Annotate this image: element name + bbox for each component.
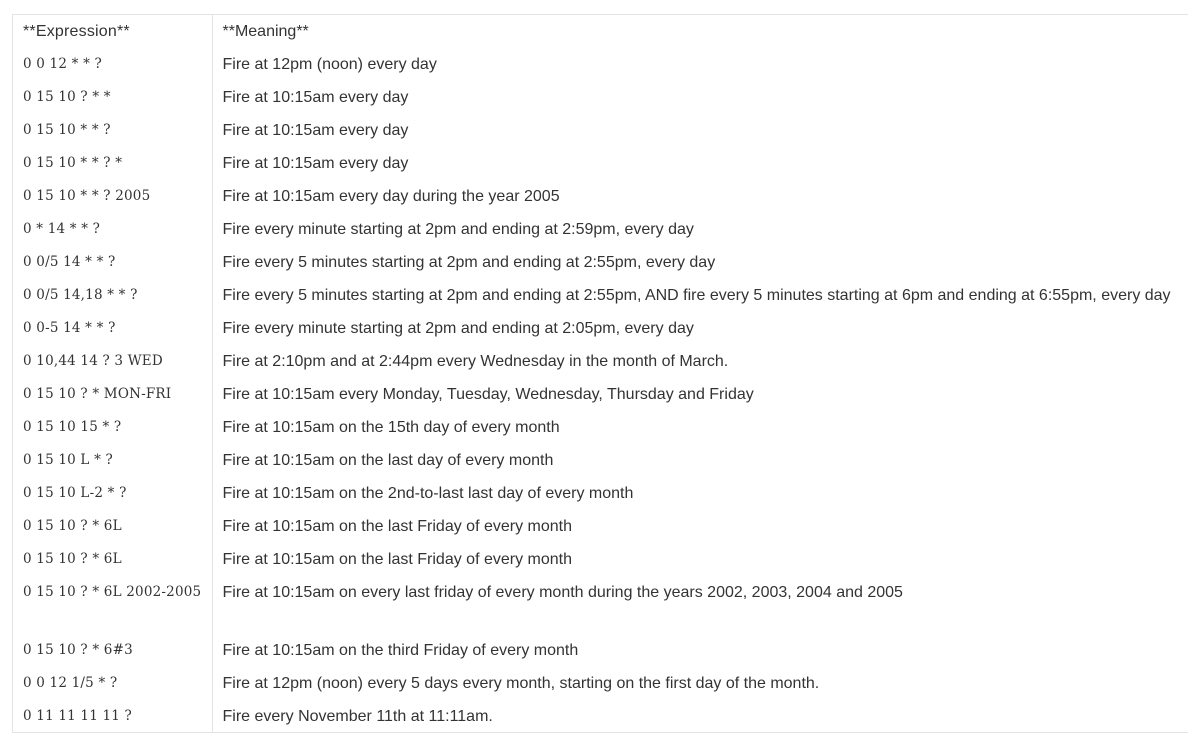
table-row (13, 81, 1188, 114)
table-row (13, 634, 1188, 667)
table-row (13, 576, 1188, 634)
expression-cell: 0 0 12 * * ? (13, 48, 212, 81)
expression-cell: 0 10,44 14 ? 3 WED (13, 345, 212, 378)
meaning-cell: Fire at 10:15am every day (222, 155, 409, 172)
meaning-cell: Fire at 10:15am on the last Friday of every month (222, 551, 572, 568)
table-row (13, 477, 1188, 510)
meaning-cell: Fire at 10:15am on the last Friday of every month (222, 518, 572, 535)
table-row (13, 411, 1188, 444)
table-row (13, 246, 1188, 279)
expression-cell: 0 15 10 ? * MON-FRI (13, 378, 212, 411)
meaning-column-header: **Meaning** (222, 23, 309, 40)
expression-cell: 0 15 10 * * ? * (13, 147, 212, 180)
expression-cell: 0 15 10 15 * ? (13, 411, 212, 444)
table-row (13, 444, 1188, 477)
expression-cell: 0 15 10 L * ? (13, 444, 212, 477)
expression-cell: 0 0 12 1/5 * ? (13, 667, 212, 700)
meaning-cell: Fire at 10:15am on the 15th day of every month (222, 419, 560, 436)
cron-expression-table (13, 15, 1188, 733)
meaning-cell: Fire every 5 minutes starting at 2pm and ending at 2:55pm, every day (222, 254, 716, 271)
table-row (13, 543, 1188, 576)
expression-cell: 0 0/5 14,18 * * ? (13, 279, 212, 312)
table-row (13, 700, 1188, 733)
expression-cell: 0 11 11 11 11 ? (13, 700, 212, 733)
expression-cell: 0 0/5 14 * * ? (13, 246, 212, 279)
table-row (13, 114, 1188, 147)
meaning-cell: Fire at 10:15am every day (222, 122, 409, 139)
table-row (13, 48, 1188, 81)
expression-cell: 0 15 10 * * ? (13, 114, 212, 147)
table-row (13, 312, 1188, 345)
expression-cell: 0 15 10 ? * * (13, 81, 212, 114)
meaning-cell: Fire at 12pm (noon) every day (222, 56, 437, 73)
expression-cell: 0 0-5 14 * * ? (13, 312, 212, 345)
expression-cell: 0 15 10 ? * 6L 2002-2005 (13, 576, 212, 634)
meaning-cell: Fire every minute starting at 2pm and ending at 2:59pm, every day (222, 221, 694, 238)
expression-cell: 0 15 10 * * ? 2005 (13, 180, 212, 213)
meaning-cell: Fire every minute starting at 2pm and ending at 2:05pm, every day (222, 320, 694, 337)
meaning-cell: Fire at 10:15am every day during the year 2005 (222, 188, 560, 205)
meaning-cell: Fire every 5 minutes starting at 2pm and ending at 2:55pm, AND fire every 5 minutes starting at 6pm and ending at 6:55pm, every day (222, 287, 1171, 304)
table-header-row (13, 15, 1188, 48)
table-row (13, 345, 1188, 378)
meaning-cell: Fire at 10:15am on the 2nd-to-last last day of every month (222, 485, 634, 502)
meaning-cell: Fire at 12pm (noon) every 5 days every month, starting on the first day of the month. (222, 675, 820, 692)
table-row (13, 213, 1188, 246)
table-row (13, 180, 1188, 213)
table-row (13, 378, 1188, 411)
expression-column-header: **Expression** (13, 15, 212, 48)
expression-cell: 0 15 10 ? * 6L (13, 510, 212, 543)
table-row (13, 279, 1188, 312)
expression-cell: 0 15 10 ? * 6L (13, 543, 212, 576)
meaning-cell: Fire at 10:15am every Monday, Tuesday, Wednesday, Thursday and Friday (222, 386, 754, 403)
table-row (13, 667, 1188, 700)
meaning-cell: Fire at 10:15am on every last friday of every month during the years 2002, 2003, 2004 and 2005 (222, 584, 903, 601)
expression-cell: 0 * 14 * * ? (13, 213, 212, 246)
meaning-cell: Fire at 10:15am every day (222, 89, 409, 106)
cron-expression-table-container (12, 14, 1188, 733)
table-row (13, 147, 1188, 180)
meaning-cell: Fire at 10:15am on the third Friday of every month (222, 642, 579, 659)
table-row (13, 510, 1188, 543)
meaning-cell: Fire at 10:15am on the last day of every month (222, 452, 554, 469)
meaning-cell: Fire every November 11th at 11:11am. (222, 708, 493, 725)
expression-cell: 0 15 10 ? * 6#3 (13, 634, 212, 667)
expression-cell: 0 15 10 L-2 * ? (13, 477, 212, 510)
meaning-cell: Fire at 2:10pm and at 2:44pm every Wednesday in the month of March. (222, 353, 729, 370)
